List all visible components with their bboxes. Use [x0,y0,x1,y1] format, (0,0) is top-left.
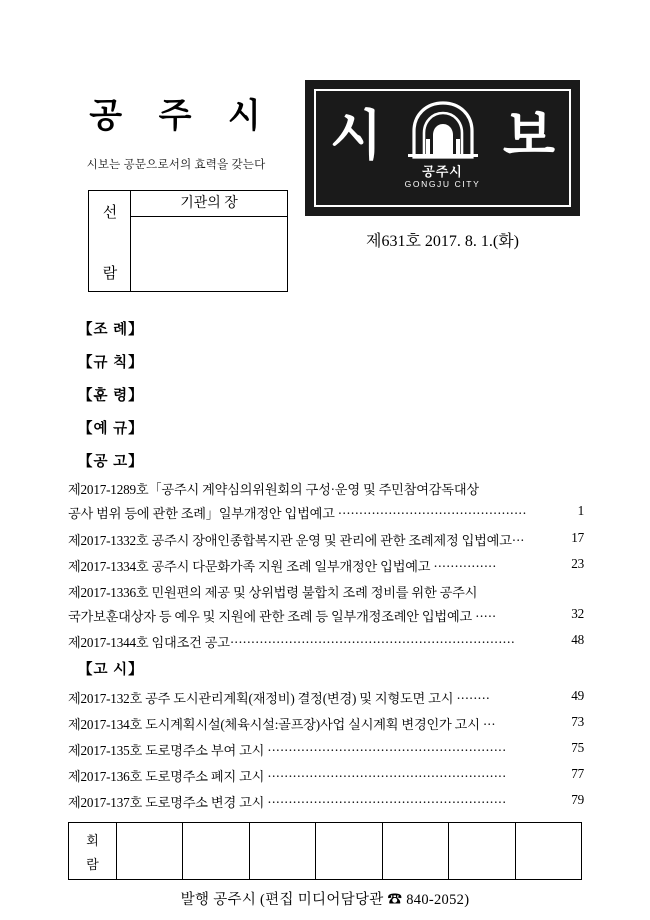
section-label-gosi: 【고 시】 [78,662,144,678]
toc-entry-page: 48 [571,632,584,647]
section-label-gyuchik: 【규 칙】 [78,355,144,371]
toc-entry[interactable] [68,479,584,498]
toc-entry-text: 제2017-1344호 임대조건 공고···································································· [68,635,515,650]
toc-entry-page: 1 [577,503,584,518]
toc-entry[interactable] [68,632,584,651]
city-motto: 시보는 공문으로서의 효력을 갖는다 [86,159,266,171]
toc-entry-continuation[interactable] [68,503,584,522]
toc-entry-page: 77 [571,766,584,781]
toc-entry[interactable] [68,688,584,707]
approval-label-column [89,191,131,291]
toc-entry-text: 제2017-135호 도로명주소 부여 고시 ························································· [68,743,507,758]
circulation-cell [316,823,382,879]
approval-label-char2: 람 [102,266,118,282]
masthead-char-si: 시 [330,106,383,166]
circulation-cell [383,823,449,879]
toc-entry[interactable] [68,714,584,733]
masthead-logo [305,80,580,216]
toc-entry-text: 제2017-1334호 공주시 다문화가족 지원 조례 일부개정안 입법예고 ··············· [68,559,497,574]
toc-entry-text: 제2017-1336호 민원편의 제공 및 상위법령 불합치 조례 정비를 위한 공주시 [68,585,478,600]
toc-entry-text: 공사 범위 등에 관한 조례」일부개정안 입법예고 ············································· [68,506,527,521]
toc-entry-text: 제2017-132호 공주 도시관리계획(재정비) 결정(변경) 및 지형도면 고시 ········ [68,691,490,706]
circulation-box [68,822,582,880]
masthead-caption-en: GONGJU CITY [404,179,481,189]
toc-entry[interactable] [68,582,584,601]
toc-entry-text: 제2017-134호 도시계획시설(체육시설:골프장)사업 실시계획 변경인가 고시 ··· [68,717,496,732]
toc-entry-page: 49 [571,688,584,703]
toc-entry-text: 제2017-1289호「공주시 계약심의위원회의 구성·운영 및 주민참여감독대상 [68,482,479,497]
toc-entry[interactable] [68,766,584,785]
toc-entry-continuation[interactable] [68,606,584,625]
toc-entry[interactable] [68,530,584,549]
masthead-logo-frame [314,89,571,207]
masthead-caption-ko: 공주시 [422,164,463,179]
approval-label-char1: 선 [102,205,118,221]
toc-entry-page: 73 [571,714,584,729]
gate-emblem-icon [402,99,484,161]
section-label-hullyeong: 【훈 령】 [78,388,144,404]
toc-entry-text: 제2017-1332호 공주시 장애인종합복지관 운영 및 관리에 관한 조례제정 입법예고··· [68,533,525,548]
section-label-yegyu: 【예 규】 [78,421,144,437]
toc-entry-text: 제2017-136호 도로명주소 폐지 고시 ························································· [68,769,507,784]
circulation-label-char2: 람 [86,857,99,872]
circulation-cell [516,823,581,879]
section-label-gonggo: 【공 고】 [78,454,144,470]
toc-entry[interactable] [68,792,584,811]
circulation-cell [250,823,316,879]
toc-entry-page: 32 [571,606,584,621]
masthead-char-bo: 보 [502,106,555,166]
circulation-label-char1: 회 [86,833,99,848]
toc-entry-page: 79 [571,792,584,807]
issue-number-date: 제631호 2017. 8. 1.(화) [365,233,520,250]
city-title: 공 주 시 [89,98,275,135]
toc-entry-text: 제2017-137호 도로명주소 변경 고시 ························································· [68,795,507,810]
toc-entry-page: 17 [571,530,584,545]
publisher-line: 발행 공주시 (편집 미디어담당관 ☎ 840-2052) [180,892,470,908]
approval-box [88,190,288,292]
toc-entry-page: 75 [571,740,584,755]
document-header [0,60,650,310]
section-label-jorye: 【조 례】 [78,322,144,338]
toc-entry[interactable] [68,740,584,759]
circulation-cell [183,823,249,879]
approval-head-label: 기관의 장 [131,191,287,217]
circulation-cell [449,823,515,879]
circulation-label-column [69,823,117,879]
toc-entry-page: 23 [571,556,584,571]
toc-entry-text: 국가보훈대상자 등 예우 및 지원에 관한 조례 등 일부개정조례안 입법예고 ····· [68,609,497,624]
circulation-cell [117,823,183,879]
toc-entry[interactable] [68,556,584,575]
